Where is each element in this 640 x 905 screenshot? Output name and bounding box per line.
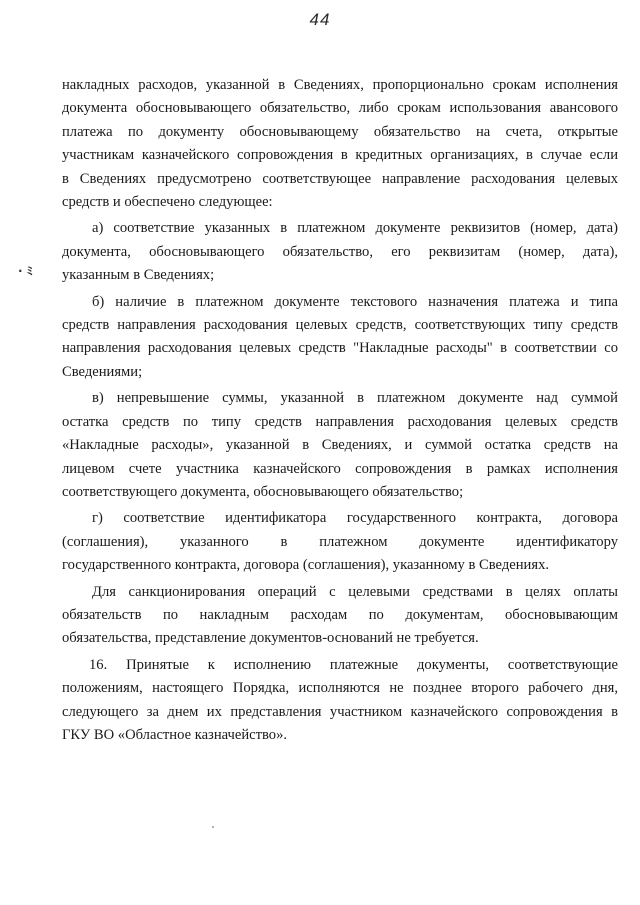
text-line: документа, обосновывающего обязательство, его реквизитам (номер, дата),: [62, 243, 618, 260]
text-line: документа обосновывающего обязательство, либо срокам использования авансового: [62, 100, 618, 117]
text-line: государственного контракта, договора (соглашения), указанному в Сведениях.: [62, 557, 550, 574]
document-body: [62, 74, 618, 750]
text-line: положениям, настоящего Порядка, исполняются не позднее второго рабочего дня,: [62, 680, 618, 697]
text-line: указанным в Сведениях;: [62, 267, 215, 284]
paragraph-continuation: [62, 74, 618, 214]
text-line: следующего за днем их представления участником казначейского сопровождения в: [62, 703, 618, 720]
text-line: средств и обеспечено следующее:: [62, 194, 273, 211]
paragraph-sanction: [62, 581, 618, 651]
text-line: б) наличие в платежном документе текстового назначения платежа и типа: [92, 293, 618, 310]
text-line: средств направления расходования целевых средств, соответствующих типу средств: [62, 317, 618, 334]
text-line: соответствующего документа, обосновывающего обязательство;: [62, 483, 464, 500]
text-line: обязательств по накладным расходам по документам, обосновывающим: [62, 606, 618, 623]
text-line: (соглашения), указанного в платежном документе идентификатору: [62, 533, 618, 550]
text-line: участникам казначейского сопровождения в кредитных организациях, в случае если: [62, 147, 618, 164]
scan-speck: [212, 826, 214, 828]
text-line: г) соответствие идентификатора государственного контракта, договора: [92, 510, 618, 527]
paragraph-item-g: [62, 507, 618, 577]
text-line: накладных расходов, указанной в Сведениях, пропорционально срокам исполнения: [62, 77, 618, 93]
page-number: 44: [309, 10, 331, 29]
text-line: в Сведениях предусмотрено соответствующее направление расходования целевых: [62, 170, 618, 187]
text-line: лицевом счете участника казначейского сопровождения в рамках исполнения: [62, 460, 618, 477]
paragraph-item-b: [62, 291, 618, 385]
text-line: Сведениями;: [62, 363, 143, 380]
text-line: «Накладные расходы», указанной в Сведениях, и суммой остатка средств на: [62, 437, 618, 454]
text-line: обязательства, представление документов-оснований не требуется.: [62, 630, 479, 647]
text-line: в) непревышение суммы, указанной в платежном документе над суммой: [92, 390, 618, 407]
text-line: 16. Принятые к исполнению платежные документы, соответствующие: [89, 656, 618, 673]
text-line: а) соответствие указанных в платежном документе реквизитов (номер, дата): [92, 220, 618, 237]
text-line: остатка средств по типу средств направления расходования целевых средств: [62, 413, 618, 430]
margin-handwritten-mark: · ﾐ: [18, 264, 33, 278]
text-line: ГКУ ВО «Областное казначейство».: [62, 726, 288, 743]
paragraph-item-v: [62, 387, 618, 504]
text-line: платежа по документу обосновывающему обязательство на счета, открытые: [62, 123, 618, 140]
text-line: Для санкционирования операций с целевыми средствами в целях оплаты: [92, 583, 618, 600]
paragraph-16: [62, 654, 618, 748]
paragraph-item-a: [62, 217, 618, 287]
text-line: направления расходования целевых средств "Накладные расходы" в соответствии со: [62, 340, 618, 357]
